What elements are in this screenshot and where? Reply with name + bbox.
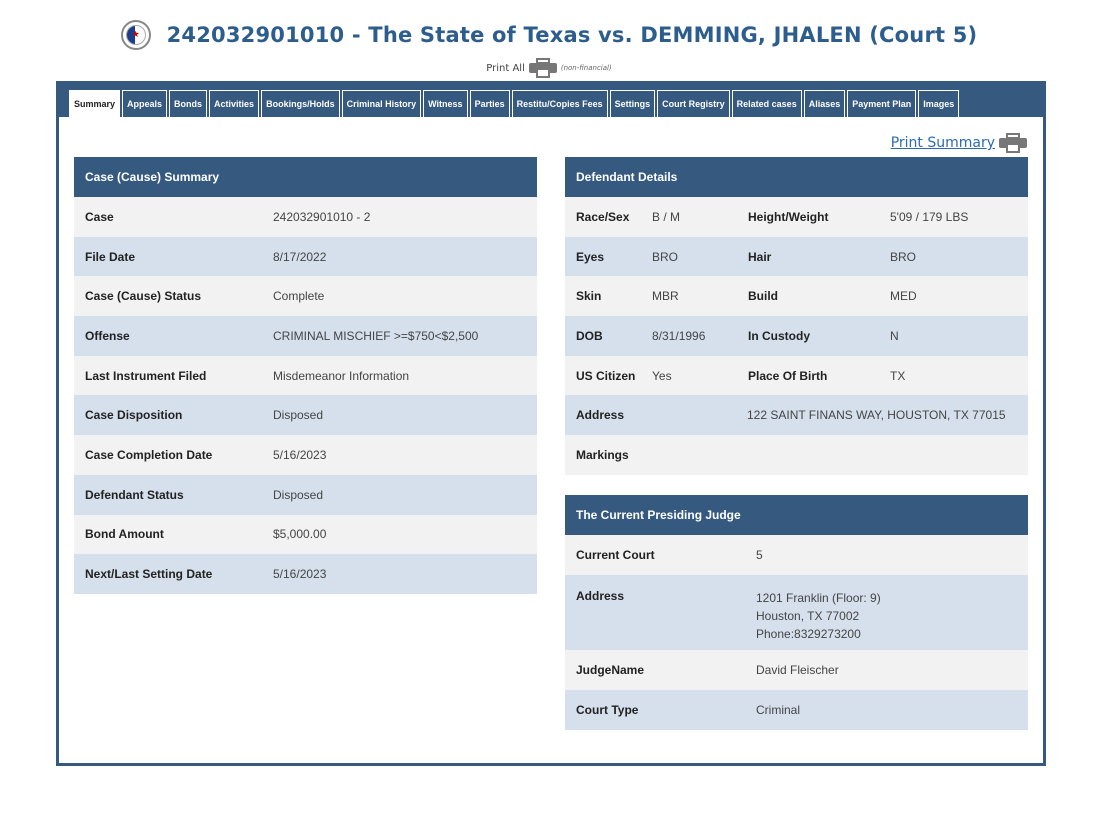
court-address-value: [756, 589, 881, 643]
tab-settings[interactable]: Settings: [610, 90, 656, 117]
defendant-status-value: Disposed: [273, 487, 324, 502]
defendant-address-row: [565, 395, 1028, 435]
print-summary-link[interactable]: [891, 133, 1029, 153]
non-financial-note: (non-financial): [560, 64, 612, 72]
presiding-judge-heading: The Current Presiding Judge: [565, 495, 1028, 535]
eyes-row: [565, 237, 1028, 277]
last-instrument-value: Misdemeanor Information: [273, 368, 410, 383]
court-type-value: Criminal: [756, 703, 801, 717]
defendant-details-heading: Defendant Details: [565, 157, 1028, 197]
dob-value: 8/31/1996: [652, 328, 706, 343]
next-setting-date-label: Next/Last Setting Date: [85, 567, 213, 582]
race-sex-value: B / M: [652, 209, 681, 224]
tab-payment-plan[interactable]: Payment Plan: [847, 90, 916, 117]
offense-row: [74, 316, 537, 356]
case-label: Case: [85, 209, 114, 224]
tab-aliases[interactable]: Aliases: [804, 90, 846, 117]
defendant-status-row: [74, 475, 537, 515]
case-disposition-row: [74, 395, 537, 435]
in-custody-label: In Custody: [748, 328, 810, 343]
case-value: 242032901010 - 2: [273, 209, 371, 224]
tab-bookings-holds[interactable]: Bookings/Holds: [261, 90, 340, 117]
court-phone: Phone:8329273200: [756, 627, 861, 641]
dob-label: DOB: [576, 328, 603, 343]
place-of-birth-value: TX: [890, 368, 906, 383]
next-setting-date-value: 5/16/2023: [273, 567, 327, 582]
eyes-value: BRO: [652, 249, 679, 264]
offense-value: CRIMINAL MISCHIEF >=$750<$2,500: [273, 328, 479, 343]
height-weight-value: 5'09 / 179 LBS: [890, 209, 969, 224]
case-frame: [56, 81, 1046, 766]
current-court-row: [565, 535, 1028, 575]
defendant-address-value: 122 SAINT FINANS WAY, HOUSTON, TX 77015: [747, 408, 1006, 423]
case-disposition-value: Disposed: [273, 408, 324, 423]
defendant-details-panel: [565, 157, 1028, 475]
skin-row: [565, 276, 1028, 316]
tab-witness[interactable]: Witness: [423, 90, 467, 117]
file-date-row: [74, 237, 537, 277]
build-value: MED: [890, 289, 917, 304]
case-row: [74, 197, 537, 237]
tab-bar: [59, 81, 1043, 117]
offense-label: Offense: [85, 328, 130, 343]
hair-label: Hair: [748, 249, 772, 264]
case-completion-date-label: Case Completion Date: [85, 447, 213, 462]
build-label: Build: [748, 289, 778, 304]
tab-images[interactable]: Images: [918, 90, 959, 117]
tab-related-cases[interactable]: Related cases: [732, 90, 802, 117]
case-completion-date-row: [74, 435, 537, 475]
tab-bonds[interactable]: Bonds: [169, 90, 207, 117]
judge-name-row: [565, 650, 1028, 690]
print-all-printer-icon[interactable]: [529, 58, 557, 78]
tab-activities[interactable]: Activities: [209, 90, 259, 117]
eyes-label: Eyes: [576, 249, 605, 264]
print-all-label[interactable]: Print All: [486, 62, 525, 74]
file-date-value: 8/17/2022: [273, 249, 327, 264]
markings-row: [565, 435, 1028, 475]
race-sex-row: [565, 197, 1028, 237]
bond-amount-value: $5,000.00: [273, 527, 327, 542]
defendant-address-label: Address: [576, 408, 625, 423]
case-status-row: [74, 276, 537, 316]
last-instrument-row: [74, 356, 537, 396]
court-address-label: Address: [576, 589, 625, 603]
court-type-label: Court Type: [576, 703, 639, 717]
bond-amount-row: [74, 515, 537, 555]
tab-court-registry[interactable]: Court Registry: [657, 90, 730, 117]
court-address-row: [565, 575, 1028, 650]
case-status-label: Case (Cause) Status: [85, 289, 202, 304]
skin-label: Skin: [576, 289, 602, 304]
tab-criminal-history[interactable]: Criminal History: [342, 90, 422, 117]
file-date-label: File Date: [85, 249, 136, 264]
place-of-birth-label: Place Of Birth: [748, 368, 828, 383]
court-address-line1: 1201 Franklin (Floor: 9): [756, 591, 881, 605]
case-disposition-label: Case Disposition: [85, 408, 183, 423]
markings-label: Markings: [576, 447, 629, 462]
us-citizen-label: US Citizen: [576, 368, 636, 383]
current-court-label: Current Court: [576, 548, 655, 562]
page-header: [0, 20, 1098, 50]
case-completion-date-value: 5/16/2023: [273, 447, 327, 462]
us-citizen-value: Yes: [652, 368, 672, 383]
in-custody-value: N: [890, 328, 899, 343]
skin-value: MBR: [652, 289, 679, 304]
case-summary-panel: [74, 157, 537, 594]
tab-parties[interactable]: Parties: [470, 90, 510, 117]
tab-summary[interactable]: Summary: [69, 90, 120, 117]
print-all-row: [0, 58, 1098, 78]
case-summary-heading: Case (Cause) Summary: [74, 157, 537, 197]
dob-row: [565, 316, 1028, 356]
bond-amount-label: Bond Amount: [85, 527, 164, 542]
height-weight-label: Height/Weight: [748, 209, 829, 224]
court-address-line2: Houston, TX 77002: [756, 609, 860, 623]
last-instrument-label: Last Instrument Filed: [85, 368, 207, 383]
presiding-judge-panel: [565, 495, 1028, 730]
page-title: 242032901010 - The State of Texas vs. DEMMING, JHALEN (Court 5): [166, 23, 978, 47]
print-summary-printer-icon[interactable]: [999, 133, 1025, 153]
hair-value: BRO: [890, 249, 917, 264]
defendant-status-label: Defendant Status: [85, 487, 184, 502]
judge-name-label: JudgeName: [576, 663, 645, 677]
print-summary-label[interactable]: Print Summary: [890, 135, 995, 151]
current-court-value: 5: [756, 548, 763, 562]
us-citizen-row: [565, 356, 1028, 396]
court-type-row: [565, 690, 1028, 730]
race-sex-label: Race/Sex: [576, 209, 630, 224]
tab-appeals[interactable]: Appeals: [122, 90, 167, 117]
county-seal-icon: ★: [121, 20, 151, 50]
case-status-value: Complete: [273, 289, 325, 304]
tab-restitu-copies-fees[interactable]: Restitu/Copies Fees: [512, 90, 608, 117]
next-setting-date-row: [74, 554, 537, 594]
judge-name-value: David Fleischer: [756, 663, 839, 677]
